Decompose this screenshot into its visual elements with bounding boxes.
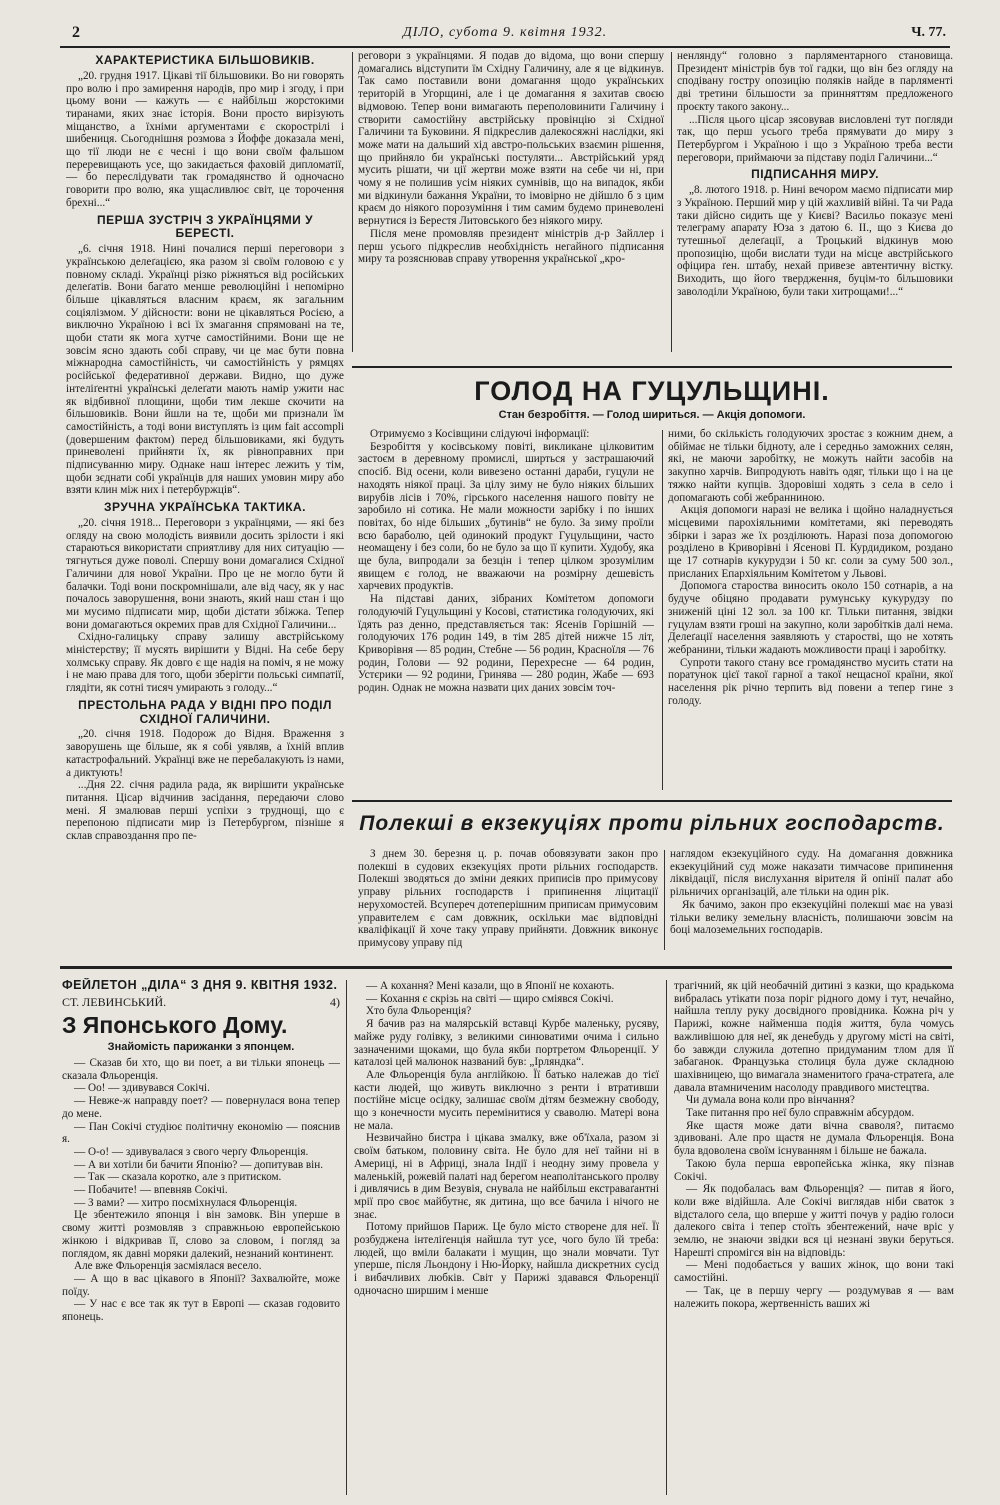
part-number: 4) xyxy=(330,995,340,1009)
column-left xyxy=(66,50,344,955)
section-rule xyxy=(352,800,952,802)
paragraph: Безробіття у косівському повіті, викликане цілковитим застоєм в деревному промислі, ширться у застрашаючий спосіб. Від осени, коли вивезено останні дараби, гуцули не находять ніякої праці. За цілу зиму не було ніяких більших вирубів лісів і 70%, гірського населення нашого повіту не заробило ні сотика. Не мали можности зарібку і по інших повітах, бо ніде більших „бутинів“ не було. За зиму проїли всю бараболю, цей одинокий продукт Гуцульщини, часто неомащену і без соли, бо не було за що її купити. Худобу, яка ще була, випродали за безцін і тепер цілком зрозумілим явищем є голод, не вважаючи на розмірну дешевість харчевих продуктів. xyxy=(358,440,654,593)
section-rule xyxy=(352,366,952,368)
paragraph: ...Після цього цісар зясовував висловлені тут погляди так, що перш усього треба прямувати до миру з Петербургом і Україною і що з Україною треба вести переговори, приймаючи за підставу поділ Галичини...“ xyxy=(677,113,953,164)
paragraph: „20. січня 1918... Переговори з українцями, — які без огляду на свою молодість виявили досить зрілости і які стараються використати сприятливу для них ситуацію — тягнуться дуже поволі. Спершу вони домагалися Східної Галичини для нової України. Про це не могло бути й балачки. Тоді вони поскромнішали, але від часу, як у нас почалось заворушення, вони знають, який наш стан і що ми мусимо підписати мир, щоби дістати збіжжа. Тепер вони домагаються окремих прав для Східної Галичини... xyxy=(66,516,344,631)
feuilleton-column-2 xyxy=(354,980,659,1500)
paragraph: реговори з українцями. Я подав до відома, що вони спершу домагались відступити їм Східну Галичину, але я це відкинув. Так само поставили вони домагання щодо українських територій в Угорщині, але і це домагання я захитав своєю відмовою. Тепер вони вимагають переполовинити Галичину і створити самостійну австрійську провінцію зі Східної Галичини та Буковини. Я підкреслив далекосяжні наслідки, які може мати на дальший хід австро-польських взаємин рішення, що прийняло би українські постуляти... Австрійський уряд мусить рішати, чи ції жертви може взяти на себе чи ні, при чому я не полишив усім ніяких сумнівів, що на випадок, якби ми відкинули бажання України, то імовірно не дійшло б з цим краєм до ніякого порозуміння і тим самим будемо приневолені вернутися із Берестя Литовського без ніякого миру. xyxy=(358,50,664,228)
paragraph: — У нас є все так як тут в Европі — сказав годовито японець. xyxy=(62,1298,340,1324)
column-rule xyxy=(352,52,353,352)
paragraph: „6. січня 1918. Нині почалися перші переговори з українською делеґацією, яка разом зі своїм головою є у повному складі. Українці різко ріжняться від російських делеґатів. Вони багато менше революційні і непомірно більше цікавляться власним краєм, як загальним соціялізмом. У дійсности: вони не цікавляться Росією, а виключно Україною і всі їх змагання спрямовані на те, щоби стати як мога хутче самостійними. Вони ще не зовсім ясно здають собі справу, чи це має бути повна міжнародна самостійність, чи самостійність у рямцях російської федеративної держави. Видно, що дуже інтеліґентні українські делеґати мають намір ужити нас як відбивної площини, щоби тим лекше скочити на більшовиків. Вони йшли на те, щоби ми признали їм самостійність, а тоді вони виступлять із цим fait accompli (довершеним фактом) перед більшовиками, які будуть приневолені прийняти їх, як рівноправних при підписуванню миру. Однаке наш інтерес лежить у тім, щоби зєднати собі українців для наших умовин миру або взяти клин між них і петербуржців“. xyxy=(66,243,344,497)
column-right-top xyxy=(677,50,953,362)
heading-tactics: ЗРУЧНА УКРАЇНСЬКА ТАКТИКА. xyxy=(103,500,307,515)
famine-subtitle: Стан безробіття. — Голод шириться. — Акція допомоги. xyxy=(498,409,806,421)
paragraph: — Так, це в першу чергу — роздумував я — вам належить покора, жертвенність ваших жі xyxy=(674,1284,954,1310)
paragraph: — Сказав би хто, що ви поет, а ви тільки японець — сказала Фльоренція. xyxy=(62,1057,340,1082)
paragraph: — Невже-ж направду поет? — повернулася вона тепер до мене. xyxy=(62,1095,340,1120)
famine-column-1 xyxy=(358,428,654,796)
column-rule xyxy=(666,980,667,1495)
paragraph: Незвичайно бистра і цікава змалку, вже об'їхала, разом зі своїм батьком, половину світа. Не було для неї тайни ні в Америці, ні в Африці, знала Індії і неодну зиму провела у маленькій, рожевій палаті над берегом неаполітанського пролву і дивлячись в дим Везувія, снувала не найбільш екстраваґантні мрії про своє майбутнє, як дитина, що все бачила і нічого не знає. xyxy=(354,1132,659,1221)
column-rule xyxy=(671,52,672,352)
paragraph: — Оо! — здивувався Сокічі. xyxy=(74,1082,210,1095)
paragraph: Отримуємо з Косівщини слідуючі інформації: xyxy=(370,428,590,440)
paragraph: Але Фльоренція була англійкою. Її батько належав до тієї касти людей, що живуть виключно з ренти і втративши постійне місце осідку, залишає своїм дітям безмежну свободу, що з конечности мусить перемінитися у сваволю. Матері вона не мала. xyxy=(354,1068,659,1132)
famine-title: ГОЛОД НА ГУЦУЛЬЩИНІ. xyxy=(474,376,830,406)
paragraph: Такою була перша европейська жінка, яку пізнав Сокічі. xyxy=(674,1157,954,1183)
author-name: СТ. ЛЕВИНСЬКИЙ. xyxy=(62,995,167,1009)
relief-column-2 xyxy=(670,848,953,954)
feuilleton-rule xyxy=(60,966,952,969)
paragraph: Таке питання про неї було справжнім абсурдом. xyxy=(686,1107,915,1120)
paragraph: Це збентежило японця і він замовк. Він уперше в свому житті розмовляв з справжньою европейською жінкою і відкривав її, слово за словом, і погляд за поглядом, як давні моряки далекий, незнаний континент. xyxy=(62,1209,340,1260)
column-rule xyxy=(664,850,665,950)
issue-number: Ч. 77. xyxy=(911,25,946,40)
paragraph: „20. грудня 1917. Цікаві тії більшовики. Во ни говорять про волю і про замирення народів, про мир і згоду, і при цьому вони — кажуть — є найбільш жорстокими тиранами, яких знає історія. Вони просто вирізують міщанство, а їхніми арґументами є скорострілі і шибениця. Сьогоднішня розмова з Йоффе доказала мені, що тії люди не є чесні і що вони своїм фальшом переревищають усе, що закидається фаховій дипломатії, — бо переслідувати так громадянство й одночасно говорити про волю, яка ущасливлює світ, це торочення брехні...“ xyxy=(66,69,344,209)
famine-column-2 xyxy=(668,428,953,796)
paragraph: З днем 30. березня ц. р. почав обовязувати закон про полекші в судових екзекуціях проти рільних господарств. Полекші зводяться до зміни деяких приписів про примусову управу рільних господарств і припинення ліцитації нерухомостей. Вcупереч дотеперішним приписам примусовим управителем є сам довжник, оскільки має відповідні кваліфікації й хоче таку управу прийняти. Довжник виконує примусову управу під xyxy=(358,848,658,949)
masthead xyxy=(60,24,950,48)
heading-characteristics: ХАРАКТЕРИСТИКА БІЛЬШОВИКІВ. xyxy=(95,53,315,67)
heading-first-meeting: ПЕРША ЗУСТРІЧ З УКРАЇНЦЯМИ У БЕРЕСТІ. xyxy=(96,212,314,241)
paragraph: — Кохання є скрізь на світі — щиро сміявся Сокічі. xyxy=(366,992,614,1005)
paragraph: Акція допомоги наразі не велика і щойно наладнується місцевими парохіяльними комітетами, які переводять збірки і зараз же їх роздiлюють. Наразі поза допомогою розділено в Криворівні і Ясенові П. Курдидиком, роздано ще 17 сотнарів кукурудзи і 50 кг. соли за суму 500 зол., присланих Епархіяльним Комітетом у Львові. xyxy=(668,504,953,580)
paragraph: Чи думала вона коли про вінчання? xyxy=(686,1094,855,1107)
feuilleton-title: З Японського Дому. xyxy=(62,1012,288,1038)
paragraph: — Так — сказала коротко, але з притиском. xyxy=(74,1171,282,1184)
page-number: 2 xyxy=(72,24,80,41)
paragraph: Супроти такого стану все громадянство мусить стати на поратунок цієї такої гарної а такої нещасної країни, якої населення рік річно терпить від повени а тепер гине з голоду. xyxy=(668,656,953,707)
paragraph: Яке щастя може дати вічна сваволя?, питаємо здивовані. Але про щастя не думала Фльоренція. Вона була вдоволена своїм існуванням і більше не бажала. xyxy=(674,1119,954,1158)
paragraph: — Мені подобається у ваших жінок, що вони такі самостійні. xyxy=(674,1259,954,1285)
feuilleton-column-3 xyxy=(674,980,954,1500)
relief-column-1 xyxy=(358,848,658,954)
masthead-title: ДІЛО, субота 9. квітня 1932. xyxy=(402,25,608,40)
author-line xyxy=(62,995,340,1010)
relief-title: Полекші в екзекуціях проти рільних господарств. xyxy=(359,812,945,835)
paragraph: — З вами? — хитро посміхнулася Фльоренція. xyxy=(74,1196,298,1209)
column-rule xyxy=(346,980,347,1495)
paragraph: — Як подобалась вам Фльоренція? — питав я його, коли вже відійшла. Але Сокічі виглядав ніби сваток з відсталого села, що вперше у житті почув у радію голоси далекого світа і тепер стоїть збентежений, наче вріс у землю, не знаючи звідки вся ці незнані звуки беруться. Нарешті спромігся він на відповідь: xyxy=(674,1183,954,1259)
heading-peace-signing: ПІДПИСАННЯ МИРУ. xyxy=(751,167,879,182)
paragraph: На підставі даних, зібраних Комітетом допомоги голодуючій Гуцульщині у Косові, статистика голодуючих, які їдять раз денно, представляється так: Ясенів Горішній — голодуючих 176 родин 149, в тім 285 дітей нижче 15 літ, Криворівня — 85 родин, Стебне — 56 родин, Красноїля — 76 родин, Голови — 92 родини, Перехресне — 64 родин, Устєрики — 92 родини, Гринява — 280 родин, Жабе — 693 родин. Однак не можна назвати цих даних зовсім точ- xyxy=(358,593,654,695)
paragraph: Як бачимо, закон про екзекуційні полекші має на увазі тільки велику земельну власність, полишаючи зовсім на боці малоземельних господарів. xyxy=(670,898,953,937)
paragraph: наглядом екзекуційного суду. На домагання довжника екзекуційний суд може наказати тимчасове припинення ліквідації, після вислухання вірителя й опінії палат або рільничих організацій, але тільки на один рік. xyxy=(670,848,953,899)
paragraph: „8. лютого 1918. р. Нині вечором маємо підписати мир з Україною. Перший мир у цій жахливій війні. Та чи Рада таки дійсно сидить ще у Києві? Васильо показує мені телеграму апарату Юза з датою 6. II., що з Києва до тутешньої делеґації, а Троцький відкинув мою пропозицію, щоби вислати туди на місце австрійського офіцира ґен. штабу, нехай привезе автентичну вістку. Виходить, що його твердження, буцім-то більшовики заволоділи Україною, були таки хитрощами!...“ xyxy=(677,184,953,298)
paragraph: — А кохання? Мені казали, що в Японії не кохають. xyxy=(366,980,615,992)
paragraph: ненлянду“ головно з парляментарного становища. Президент міністрів був тої гадки, що він без огляду на сподівану гостру опозицію поляків найде в парляменті дві третини більшости за принняттям предложеного проєкту такого закону... xyxy=(677,50,953,113)
paragraph: Але вже Фльоренція засміялася весело. xyxy=(74,1260,262,1273)
feuilleton-column-1 xyxy=(62,978,340,1500)
paragraph: трагічний, як цій необачній дитині з казки, що крадькома вибралась утікати поза поріг рідного дому і тут, нечайно, найшла теплу руку досвідного провідника. Кожна річ у Парижі, кожне найменша подія життя, була чомусь важливішою для неї, як денебудь у другому місті на світі, бо завжди служила дотепно придуманим тлом для її забаганок. Французька столиця була дуже складною шахівницею, що вимагала знаменитого ґрача-стратеґа, але давала втамниченим насолоду правдивого мистецтва. xyxy=(674,980,954,1094)
paragraph: — Побачите! — впевняв Сокічі. xyxy=(74,1184,228,1197)
paragraph: — Пан Сокічі студіює політичну економію — пояснив я. xyxy=(62,1120,340,1146)
paragraph: ними, бо скількість голодуючих зростає з кожним днем, а обіймає не тільки бідноту, але і середньо заможних селян, які, не маючи заробітку, не можуть найти засобів на закупно харчів. Випродують навіть одяг, тільки що і на це тяжко найти купців. Здоровіші ходять з села в село і допомагають собі жебранниною. xyxy=(668,428,953,504)
paragraph: Хто була Фльоренція? xyxy=(366,1005,472,1018)
paragraph: ...Дня 22. січня радила рада, як вирішити українське питання. Цісар відчинив засідання, передаючи слово мені. Я змалював перші успіхи з труднощі, що є перепоною підписати мир із Петербургом, пізніше я склав справоздання про пе- xyxy=(66,779,344,843)
paragraph: — О-о! — здивувалася з свого черґу Фльоренція. xyxy=(74,1145,309,1158)
column-middle-top xyxy=(358,50,664,362)
feuilleton-header: ФЕЙЛЕТОН „ДІЛА“ З ДНЯ 9. КВІТНЯ 1932. xyxy=(62,978,338,992)
paragraph: Потому прийшов Париж. Це було місто створене для неї. Її розбуджена інтеліґенція найшла тут усе, чого було їй треба: людей, що вміли балакати і мущин, що знали мовчати. Тут уперше, після Льондону і Ню-Йорку, найшла дискретних сусід і вибачливих любків. Світ у Парижі здавався Фльоренції одночасно ширшим і менше xyxy=(354,1221,659,1297)
paragraph: Після мене промовляв президент міністрів д-р Зайллер і перш усього підкреслив необхідність негайного підписання миру та розяснював справу утворення української „кро- xyxy=(358,227,664,266)
paragraph: „20. січня 1918. Подорож до Відня. Враження з заворушень ще більше, як я собі уявляв, а їхній вплив катастрофальний. Українці вже не перебалакують із нами, а диктують! xyxy=(66,728,344,779)
heading-crown-council: ПРЕСТОЛЬНА РАДА У ВІДНІ ПРО ПОДІЛ СХІДНОЇ ГАЛИЧИНИ. xyxy=(78,697,332,726)
feuilleton-subtitle: Знайомість парижанки з японцем. xyxy=(107,1041,295,1053)
paragraph: Я бачив раз на малярській вставці Курбе маленьку, русяву, майже руду голівку, з великими синюватими очима і сильно зазначеними щоками, що була якби портретом Фльоренції. У каталозі цей малюнок названий був: „Ірляндка“. xyxy=(354,1018,659,1069)
paragraph: Східно-галицьку справу залишу австрійському міністерству; її мусять вирішити у Відні. На себе беру холмську справу. Як довго є ще надія на поміч, я не можу і не маю права для того, щоби зберігти польські симпатії, глядіти, як сотні тисяч умирають з голоду...“ xyxy=(66,631,344,695)
column-rule xyxy=(662,430,663,790)
paragraph: Допомога староства виносить около 150 сотнарів, а на будуче обіцяно продавати румунську кукурудзу по зниженій ціні 12 зол. за 100 кг. Тільки питання, звідки гуцулам взяти гроші на закупно, коли заробітків далі нема. Делеґації населення заявляють у старостві, що не хотять жебранини, тільки жадають можливости праці і заробітку. xyxy=(668,580,953,656)
paragraph: — А що в вас цікавого в Японії? Захвалюйте, може поїду. xyxy=(62,1272,340,1298)
paragraph: — А ви хотіли би бачити Японію? — допитував він. xyxy=(74,1158,324,1171)
